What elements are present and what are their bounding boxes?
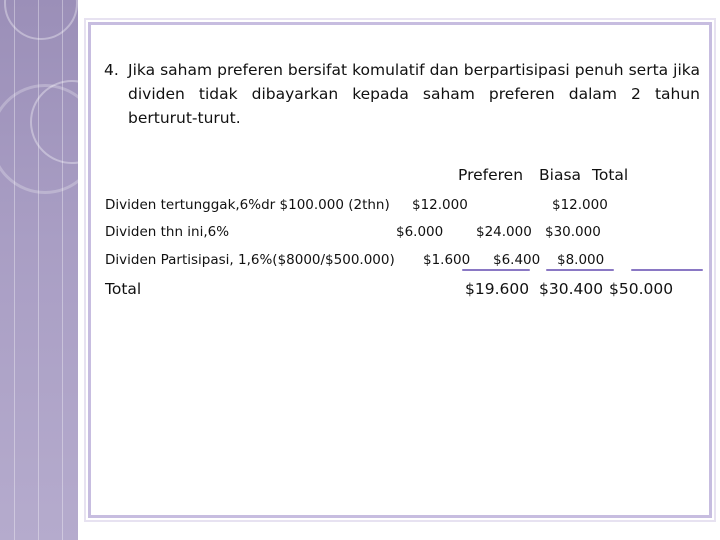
sidebar-line <box>14 0 15 540</box>
row-preferen: $12.000 <box>412 197 468 213</box>
question-number: 4. <box>104 61 119 79</box>
row-biasa: $6.400 <box>493 252 541 268</box>
decorative-sidebar <box>0 0 78 540</box>
sidebar-line <box>38 0 39 540</box>
row-preferen: $6.000 <box>396 224 444 240</box>
row-biasa: $24.000 <box>476 224 532 240</box>
row-total: $12.000 <box>552 197 608 213</box>
header-total: Total <box>592 166 629 184</box>
row-preferen: $1.600 <box>423 252 471 268</box>
total-total: $50.000 <box>609 280 674 298</box>
question-body: Jika saham preferen bersifat komulatif dan berpartisipasi penuh serta jika dividen tidak dibayarkan kepada saham preferen dalam 2 tahun berturut-turut. <box>128 61 700 127</box>
row-label: Dividen thn ini,6% <box>105 224 230 240</box>
row-total: $8.000 <box>557 252 605 268</box>
total-label: Total <box>105 280 142 298</box>
sum-underline <box>546 269 614 271</box>
decorative-circle <box>4 0 78 40</box>
row-label: Dividen Partisipasi, 1,6%($8000/$500.000) <box>105 252 395 268</box>
question-text <box>104 58 700 130</box>
sum-underline <box>462 269 530 271</box>
row-label: Dividen tertunggak,6%dr $100.000 (2thn) <box>105 197 390 213</box>
total-preferen: $19.600 <box>465 280 530 298</box>
header-preferen: Preferen <box>458 166 524 184</box>
header-biasa: Biasa <box>539 166 582 184</box>
total-biasa: $30.400 <box>539 280 604 298</box>
row-total: $30.000 <box>545 224 601 240</box>
sum-underline <box>631 269 703 271</box>
